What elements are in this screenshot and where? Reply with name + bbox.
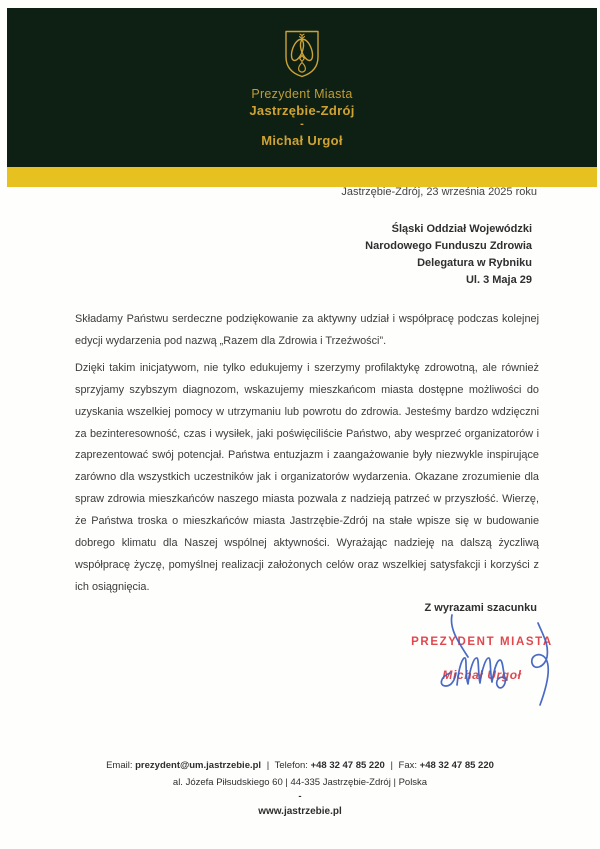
recipient-line: Śląski Oddział Wojewódzki <box>391 223 532 235</box>
stamp-mayor-name: Michał Urgoł <box>442 668 522 682</box>
city-coat-of-arms-icon <box>282 29 322 79</box>
date-line: Jastrzębie-Zdrój, 23 września 2025 roku <box>341 186 537 198</box>
email-value: prezydent@um.jastrzebie.pl <box>135 760 262 771</box>
footer-dash: - <box>298 791 302 802</box>
recipient-line: Ul. 3 Maja 29 <box>465 274 532 286</box>
closing-salutation: Z wyrazami szacunku <box>424 602 537 614</box>
footer <box>0 757 600 820</box>
letterhead-mayor-name: Michał Urgoł <box>261 133 343 148</box>
letterhead <box>7 8 597 167</box>
phone-label: Telefon: <box>274 760 308 771</box>
footer-separator: | <box>390 760 393 771</box>
email-label: Email: <box>106 760 133 771</box>
body-paragraph: Składamy Państwu serdeczne podziękowanie za aktywny udział i współpracę podczas kolejnej edycji wydarzenia pod nazwą „Razem dla Zdrowia i Trzeźwości”. <box>75 313 539 347</box>
footer-address-line: al. Józefa Piłsudskiego 60 | 44-335 Jastrzębie-Zdrój | Polska <box>172 777 428 788</box>
president-stamp <box>398 636 566 682</box>
body-paragraph: Dzięki takim inicjatywom, nie tylko edukujemy i szerzymy profilaktykę zdrowotną, ale również sprzyjamy szybszym diagnozom, wskazujemy mieszkańcom miasta dostępne możliwości do uzyskania wszelkiej pomocy w utrzymaniu lub powrotu do zdrowia. Jesteśmy bardzo wdzięczni za bezinteresowność, czas i wysiłek, jaki poświęciliście Państwo, aby wesprzeć organizatorów i zaprezentować swój potencjał. Państwa entuzjazm i zaangażowanie były niezwykle inspirujące zarówno dla wszystkich uczestników jak i organizatorów wydarzenia. Okazane zrozumienie dla spraw zdrowia mieszkańców naszego miasta pozwala z nadzieją patrzeć w przyszłość. Wierzę, że Państwa troska o mieszkańców miasta Jastrzębie-Zdrój na stałe wpisze się w budowanie dobrego klimatu dla Naszej wspólnej aktywności. Wyrażając nadzieję na dalszą życzliwą współpracę życzę, pomyślnej realizacji założonych celów oraz wszelkiej satysfakcji i korzyści z ich osiągnięcia. <box>75 361 539 593</box>
gold-stripe <box>7 167 597 187</box>
phone-value: +48 32 47 85 220 <box>310 760 385 771</box>
fax-label: Fax: <box>398 760 418 771</box>
footer-website: www.jastrzebie.pl <box>258 806 342 817</box>
recipient-line: Narodowego Funduszu Zdrowia <box>365 240 532 252</box>
letterhead-city-name: Jastrzębie-Zdrój <box>249 103 355 118</box>
letter-body <box>75 309 539 599</box>
recipient-line: Delegatura w Rybniku <box>417 257 532 269</box>
letterhead-office-title: Prezydent Miasta <box>251 87 353 101</box>
fax-value: +48 32 47 85 220 <box>419 760 494 771</box>
footer-contact-line <box>0 757 600 774</box>
letterhead-separator: - <box>300 118 304 130</box>
stamp-title: PREZYDENT MIASTA <box>411 636 553 648</box>
recipient-address <box>365 221 532 289</box>
footer-separator: | <box>266 760 270 771</box>
